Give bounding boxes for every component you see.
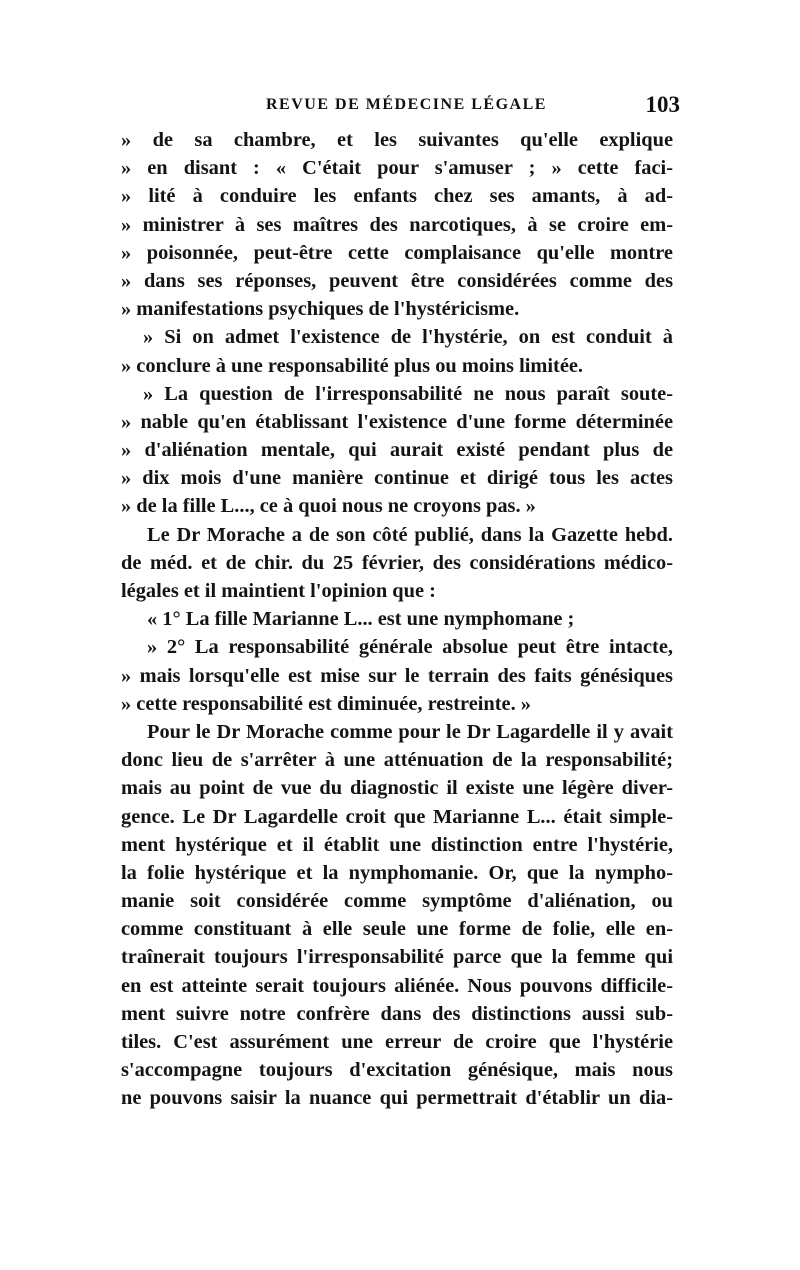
text-line: ne pouvons saisir la nuance qui permettrait d'établir un dia- <box>121 1087 673 1110</box>
text-line: traînerait toujours l'irresponsabilité parce que la femme qui <box>121 946 673 969</box>
text-line: légales et il maintient l'opinion que : <box>121 580 436 602</box>
text-line: Pour le Dr Morache comme pour le Dr Lagardelle il y avait <box>147 720 673 743</box>
text-line: » La question de l'irresponsabilité ne nous paraît soute- <box>143 382 673 405</box>
text-line: » conclure à une responsabilité plus ou moins limitée. <box>121 354 584 377</box>
text-line: » d'aliénation mentale, qui aurait existé pendant plus de <box>121 439 673 462</box>
text-line: s'accompagne toujours d'excitation génésique, mais nous <box>121 1059 673 1082</box>
text-line: ment hystérique et il établit une distinction entre l'hystérie, <box>121 833 673 856</box>
body-text <box>121 126 673 1113</box>
page-number: 103 <box>645 92 680 117</box>
text-line: Le Dr Morache a de son côté publié, dans la Gazette hebd. <box>147 523 673 546</box>
text-line: » manifestations psychiques de l'hystéricisme. <box>121 298 520 321</box>
text-line: » nable qu'en établissant l'existence d'une forme déterminée <box>121 410 673 433</box>
text-line: » ministrer à ses maîtres des narcotiques, à se croire em- <box>121 213 673 236</box>
text-line: » dans ses réponses, peuvent être considérées comme des <box>121 269 673 292</box>
text-line: mais au point de vue du diagnostic il existe une légère diver- <box>121 777 673 800</box>
text-line: » poisonnée, peut-être cette complaisance qu'elle montre <box>121 241 673 264</box>
text-line: de méd. et de chir. du 25 février, des considérations médico- <box>121 551 673 574</box>
running-head <box>120 92 680 122</box>
text-line: manie soit considérée comme symptôme d'aliénation, ou <box>121 890 673 913</box>
text-line: » mais lorsqu'elle est mise sur le terrain des faits génésiques <box>121 664 673 687</box>
text-line: » Si on admet l'existence de l'hystérie, on est conduit à <box>143 326 673 349</box>
text-line: » cette responsabilité est diminuée, restreinte. » <box>121 692 532 715</box>
text-line: tiles. C'est assurément une erreur de croire que l'hystérie <box>121 1031 673 1053</box>
text-line: » lité à conduire les enfants chez ses amants, à ad- <box>121 185 673 208</box>
text-line: ment suivre notre confrère dans des distinctions aussi sub- <box>121 1002 673 1025</box>
text-line: la folie hystérique et la nymphomanie. Or, que la nympho- <box>121 861 673 884</box>
text-line: » de sa chambre, et les suivantes qu'elle explique <box>121 129 673 151</box>
text-line: » dix mois d'une manière continue et dirigé tous les actes <box>121 467 673 490</box>
text-line: donc lieu de s'arrêter à une atténuation de la responsabilité; <box>121 749 673 772</box>
text-line: » en disant : « C'était pour s'amuser ; » cette faci- <box>121 157 673 180</box>
text-line: » de la fille L..., ce à quoi nous ne croyons pas. » <box>121 495 536 518</box>
text-line: » 2° La responsabilité générale absolue peut être intacte, <box>147 636 673 659</box>
text-line: comme constituant à elle seule une forme de folie, elle en- <box>121 918 673 941</box>
running-title: REVUE DE MÉDECINE LÉGALE <box>266 96 547 113</box>
text-line: « 1° La fille Marianne L... est une nymphomane ; <box>147 608 575 631</box>
text-line: gence. Le Dr Lagardelle croit que Marianne L... était simple- <box>121 805 673 828</box>
text-line: en est atteinte serait toujours aliénée. Nous pouvons difficile- <box>121 974 673 997</box>
